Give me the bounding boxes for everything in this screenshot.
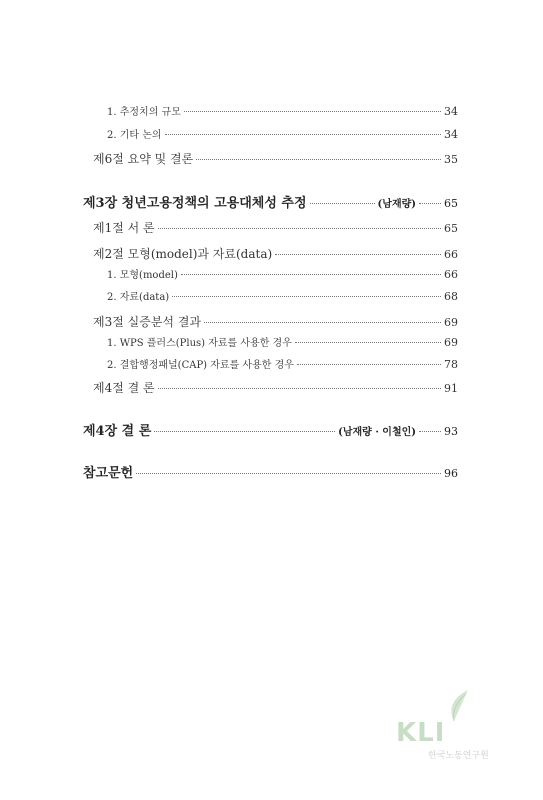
dot-leader xyxy=(310,203,375,204)
toc-entry-author: (남재량 · 이철인) xyxy=(338,427,416,438)
toc-entry[interactable] xyxy=(93,379,458,396)
toc-entry-label: 1. 모형(model) xyxy=(107,270,178,281)
toc-entry-label: 제3장 청년고용정책의 고용대체성 추정 xyxy=(83,196,307,211)
dot-leader xyxy=(419,203,441,204)
toc-entry-page: 96 xyxy=(444,467,458,480)
dot-leader xyxy=(419,431,441,432)
toc-entry-label: 제1절 서 론 xyxy=(93,221,155,235)
toc-entry-page: 91 xyxy=(444,382,458,395)
dot-leader xyxy=(297,364,441,365)
toc-entry-page: 65 xyxy=(444,197,458,210)
toc-entry-page: 69 xyxy=(444,336,458,349)
toc-entry[interactable] xyxy=(107,103,458,118)
toc-entry-author: (남재량) xyxy=(377,199,416,210)
toc-entry[interactable] xyxy=(107,334,458,349)
leaf-icon xyxy=(442,688,472,722)
toc-entry-page: 65 xyxy=(444,222,458,235)
toc-entry-page: 34 xyxy=(444,105,458,118)
toc-entry-label: 제2절 모형(model)과 자료(data) xyxy=(93,247,273,261)
toc-entry-page: 34 xyxy=(444,128,458,141)
toc-entry-label: 2. 기타 논의 xyxy=(107,130,162,141)
dot-leader xyxy=(181,274,441,275)
toc-entry-label: 1. 추정치의 규모 xyxy=(107,107,181,118)
kli-logo xyxy=(392,688,492,768)
toc-entry[interactable] xyxy=(107,266,458,281)
toc-entry-label: 제6절 요약 및 결론 xyxy=(93,152,194,166)
toc-entry-page: 93 xyxy=(444,425,458,438)
toc-entry[interactable] xyxy=(107,288,458,303)
toc-entry[interactable] xyxy=(93,219,458,236)
toc-entry-label: 참고문헌 xyxy=(83,466,134,481)
toc-entry-label: 제4절 결 론 xyxy=(93,381,155,395)
dot-leader xyxy=(165,134,441,135)
toc-entry-page: 69 xyxy=(444,316,458,329)
logo-letters: KLI xyxy=(396,718,446,748)
toc-entry[interactable] xyxy=(93,313,458,330)
toc-entry-label: 2. 자료(data) xyxy=(107,292,170,303)
toc-entry-page: 35 xyxy=(444,153,458,166)
dot-leader xyxy=(172,296,441,297)
dot-leader xyxy=(158,228,441,229)
toc-entry-label: 1. WPS 플러스(Plus) 자료를 사용한 경우 xyxy=(107,338,292,349)
dot-leader xyxy=(158,388,441,389)
toc-chapter-entry[interactable] xyxy=(83,192,458,211)
dot-leader xyxy=(184,111,441,112)
toc-chapter-entry[interactable] xyxy=(83,420,458,439)
toc-entry[interactable] xyxy=(107,126,458,141)
logo-subtitle: 한국노동연구원 xyxy=(428,751,489,761)
dot-leader xyxy=(154,431,335,432)
toc-entry-page: 68 xyxy=(444,290,458,303)
toc-entry-label: 제4장 결 론 xyxy=(83,424,152,439)
toc-entry-page: 78 xyxy=(444,358,458,371)
dot-leader xyxy=(204,322,441,323)
toc-entry[interactable] xyxy=(93,150,458,167)
dot-leader xyxy=(295,342,441,343)
dot-leader xyxy=(136,473,441,474)
toc-entry-label: 2. 결합행정패널(CAP) 자료를 사용한 경우 xyxy=(107,360,294,371)
dot-leader xyxy=(275,254,441,255)
toc-entry-label: 제3절 실증분석 결과 xyxy=(93,315,202,329)
toc-entry-page: 66 xyxy=(444,248,458,261)
toc-entry[interactable] xyxy=(107,356,458,371)
toc-chapter-entry[interactable] xyxy=(83,462,458,481)
toc-entry[interactable] xyxy=(93,245,458,262)
toc-entry-page: 66 xyxy=(444,268,458,281)
dot-leader xyxy=(196,159,441,160)
